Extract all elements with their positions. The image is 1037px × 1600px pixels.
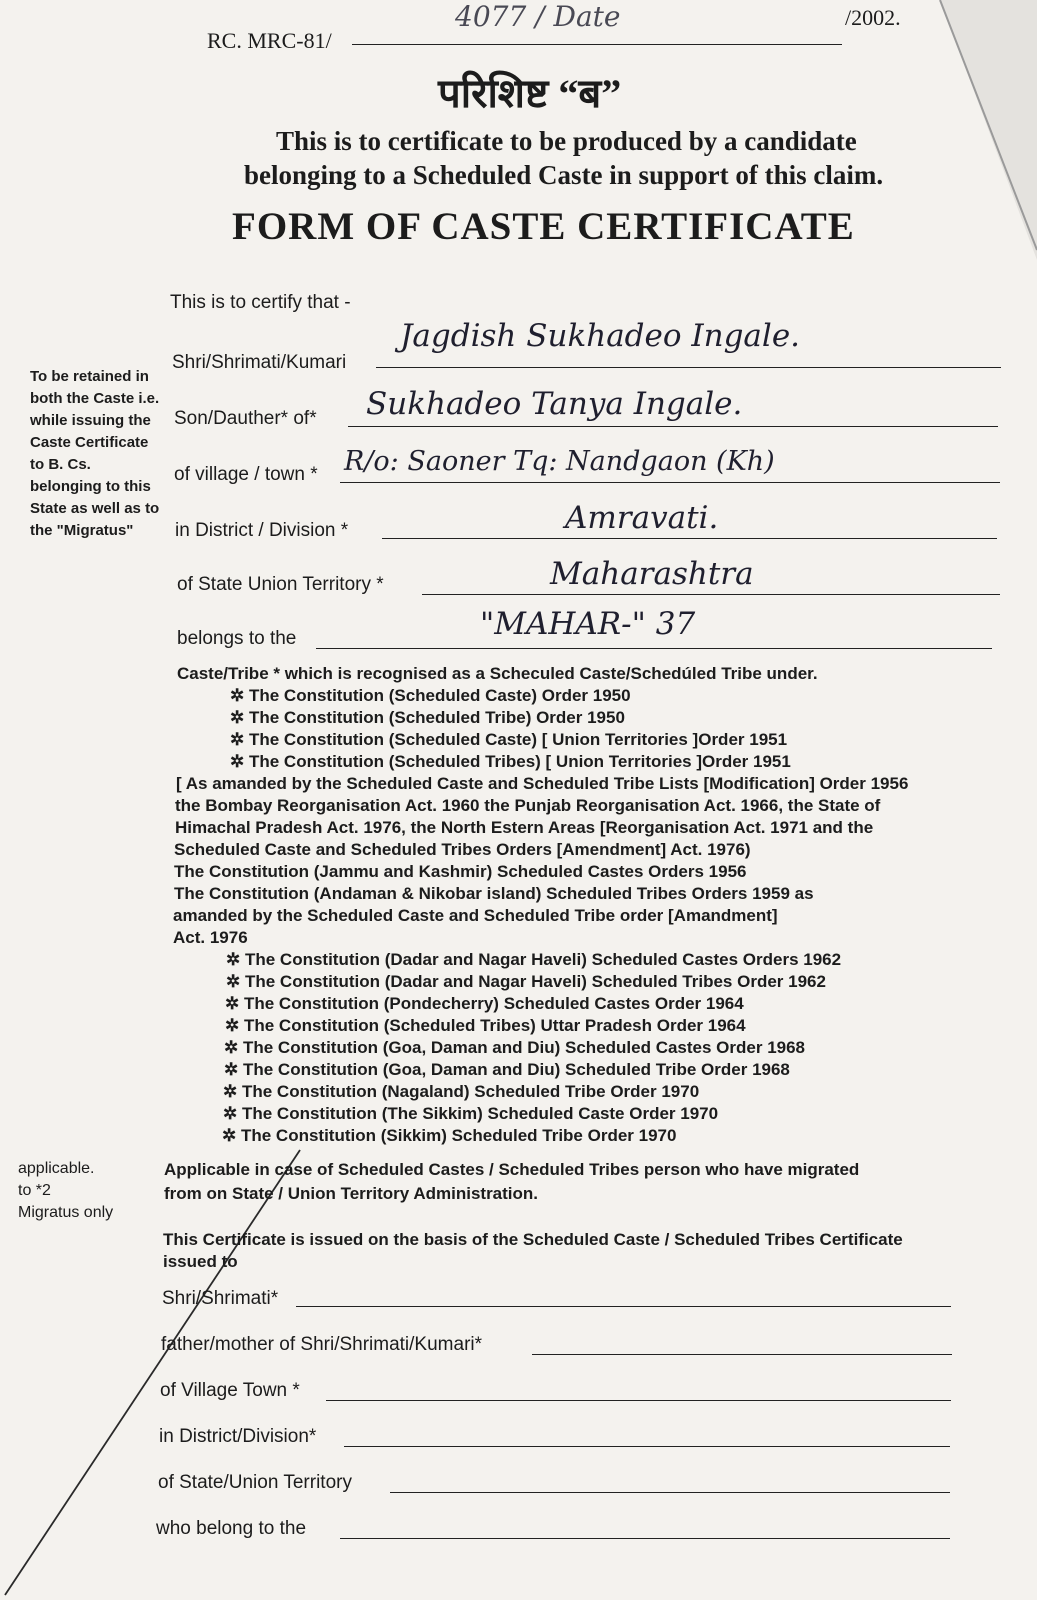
reference-handwritten-number: 4077 / Date — [455, 0, 621, 33]
lower-field-label: who belong to the — [156, 1518, 307, 1539]
intro-line-2: belonging to a Scheduled Caste in support of this claim. — [244, 160, 884, 190]
order-item: ✲ The Constitution (Goa, Daman and Diu) Scheduled Tribe Order 1968 — [224, 1060, 790, 1079]
order-item: ✲ The Constitution (Scheduled Tribes) Uttar Pradesh Order 1964 — [225, 1016, 746, 1035]
lower-field-line — [344, 1446, 950, 1447]
lower-field-line — [326, 1400, 951, 1401]
amendment-line: The Constitution (Andaman & Nikobar island) Scheduled Tribes Orders 1959 as — [174, 884, 814, 903]
district-value: Amravati. — [565, 500, 719, 536]
hindi-title: परिशिष्ट “ब” — [438, 71, 622, 116]
lower-field-line — [390, 1492, 950, 1493]
margin-note-applicable-line: to *2 — [18, 1182, 51, 1199]
state-value: Maharashtra — [550, 556, 754, 592]
state-line — [422, 594, 1000, 595]
order-item: ✲ The Constitution (Scheduled Caste) [ Union Territories ]Order 1951 — [230, 730, 788, 749]
order-item: ✲ The Constitution (Scheduled Caste) Order 1950 — [230, 686, 631, 705]
amendment-line: the Bombay Reorganisation Act. 1960 the Punjab Reorganisation Act. 1966, the State of — [175, 796, 881, 815]
lower-field-label: father/mother of Shri/Shrimati/Kumari* — [161, 1334, 483, 1355]
order-item: ✲ The Constitution (Dadar and Nagar Haveli) Scheduled Castes Orders 1962 — [226, 950, 842, 969]
amendment-line: Act. 1976 — [173, 928, 248, 947]
order-item: ✲ The Constitution (Pondecherry) Scheduled Castes Order 1964 — [225, 994, 744, 1013]
village-label: of village / town * — [174, 464, 318, 485]
caste-tribe-statement: Caste/Tribe * which is recognised as a Scheculed Caste/Schedúled Tribe under. — [177, 664, 818, 683]
father-value: Sukhadeo Tanya Ingale. — [366, 386, 743, 422]
order-item: ✲ The Constitution (The Sikkim) Scheduled Caste Order 1970 — [223, 1104, 719, 1123]
village-value: R/o: Saoner Tq: Nandgaon (Kh) — [344, 446, 775, 477]
lower-field-label: in District/Division* — [159, 1426, 317, 1447]
order-item: ✲ The Constitution (Goa, Daman and Diu) Scheduled Castes Order 1968 — [224, 1038, 806, 1057]
amendment-line: Scheduled Caste and Scheduled Tribes Orders [Amendment] Act. 1976) — [174, 840, 751, 859]
amendment-line: Himachal Pradesh Act. 1976, the North Estern Areas [Reorganisation Act. 1971 and the — [175, 818, 874, 837]
father-line — [348, 426, 998, 427]
father-label: Son/Dauther* of* — [174, 408, 317, 429]
name-value: Jagdish Sukhadeo Ingale. — [400, 318, 801, 354]
village-line — [340, 482, 1000, 483]
name-line — [376, 367, 1001, 368]
basis-note-line: This Certificate is issued on the basis of the Scheduled Caste / Scheduled Tribes Certificate — [163, 1230, 903, 1249]
intro-line-1: This is to certificate to be produced by a candidate — [276, 126, 857, 156]
state-label: of State Union Territory * — [177, 574, 384, 595]
lower-field-line — [296, 1306, 951, 1307]
amendment-line: [ As amanded by the Scheduled Caste and Scheduled Tribe Lists [Modification] Order 1956 — [176, 774, 909, 793]
district-line — [382, 538, 997, 539]
belongs-label: belongs to the — [177, 628, 297, 649]
migrants-note-line: Applicable in case of Scheduled Castes / Scheduled Tribes person who have migrated — [164, 1160, 860, 1179]
lower-field-label: Shri/Shrimati* — [162, 1288, 279, 1309]
caste-value: "MAHAR-" 37 — [480, 606, 696, 642]
amendment-line: amanded by the Scheduled Caste and Scheduled Tribe order [Amandment] — [173, 906, 778, 925]
lower-field-line — [340, 1538, 950, 1539]
order-item: ✲ The Constitution (Sikkim) Scheduled Tribe Order 1970 — [222, 1126, 677, 1145]
reference-prefix: RC. MRC-81/ — [207, 28, 332, 53]
certify-text: This is to certify that - — [170, 292, 351, 313]
margin-note-applicable-line: applicable. — [18, 1160, 95, 1177]
order-item: ✲ The Constitution (Scheduled Tribe) Order 1950 — [230, 708, 625, 727]
margin-note-applicable — [18, 1158, 113, 1224]
reference-underline — [352, 44, 842, 45]
lower-field-label: of State/Union Territory — [158, 1472, 352, 1493]
order-item: ✲ The Constitution (Dadar and Nagar Haveli) Scheduled Tribes Order 1962 — [226, 972, 826, 991]
form-title: FORM OF CASTE CERTIFICATE — [232, 205, 855, 248]
lower-field-label: of Village Town * — [160, 1380, 300, 1401]
district-label: in District / Division * — [175, 520, 349, 541]
order-item: ✲ The Constitution (Scheduled Tribes) [ Union Territories ]Order 1951 — [230, 752, 791, 771]
order-item: ✲ The Constitution (Nagaland) Scheduled Tribe Order 1970 — [223, 1082, 700, 1101]
name-label: Shri/Shrimati/Kumari — [172, 352, 347, 373]
migrants-note-line: from on State / Union Territory Administration. — [164, 1184, 539, 1203]
reference-year: /2002. — [845, 5, 901, 30]
amendment-line: The Constitution (Jammu and Kashmir) Scheduled Castes Orders 1956 — [174, 862, 747, 881]
margin-note-applicable-line: Migratus only — [18, 1204, 114, 1221]
basis-note-line: issued to — [163, 1252, 238, 1271]
margin-note-retained: To be retained in both the Caste i.e. while issuing the Caste Certificate to B. Cs. belonging to this State as well as to the "Migratus" — [30, 368, 160, 539]
lower-field-line — [532, 1354, 952, 1355]
belongs-line — [316, 648, 992, 649]
